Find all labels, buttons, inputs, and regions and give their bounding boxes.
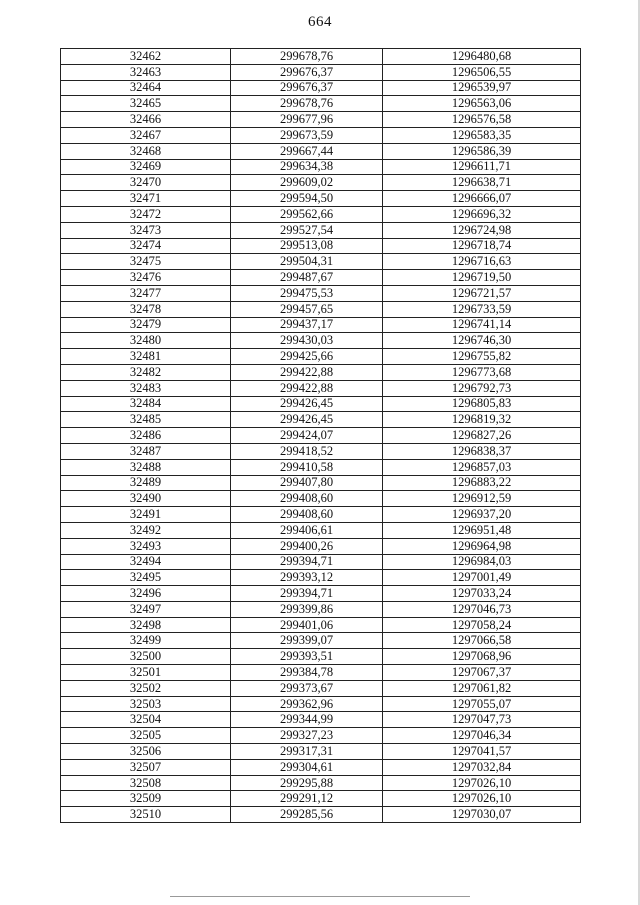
- x-coordinate-cell: 299634,38: [231, 159, 383, 175]
- point-number-cell: 32475: [61, 254, 231, 270]
- table-row: [61, 159, 581, 175]
- y-coordinate-cell: 1296576,58: [383, 112, 581, 128]
- point-number-cell: 32469: [61, 159, 231, 175]
- point-number-cell: 32485: [61, 412, 231, 428]
- table-row: [61, 143, 581, 159]
- table-row: [61, 507, 581, 523]
- x-coordinate-cell: 299422,88: [231, 380, 383, 396]
- table-row: [61, 617, 581, 633]
- point-number-cell: 32498: [61, 617, 231, 633]
- point-number-cell: 32502: [61, 680, 231, 696]
- coordinates-table-body: [61, 49, 581, 823]
- page-number: 664: [308, 14, 332, 30]
- y-coordinate-cell: 1296838,37: [383, 443, 581, 459]
- point-number-cell: 32465: [61, 96, 231, 112]
- y-coordinate-cell: 1296733,59: [383, 301, 581, 317]
- table-row: [61, 64, 581, 80]
- y-coordinate-cell: 1296719,50: [383, 270, 581, 286]
- y-coordinate-cell: 1296883,22: [383, 475, 581, 491]
- point-number-cell: 32490: [61, 491, 231, 507]
- point-number-cell: 32501: [61, 665, 231, 681]
- y-coordinate-cell: 1297067,37: [383, 665, 581, 681]
- table-row: [61, 633, 581, 649]
- x-coordinate-cell: 299393,51: [231, 649, 383, 665]
- x-coordinate-cell: 299677,96: [231, 112, 383, 128]
- point-number-cell: 32496: [61, 586, 231, 602]
- x-coordinate-cell: 299304,61: [231, 759, 383, 775]
- table-row: [61, 349, 581, 365]
- y-coordinate-cell: 1296741,14: [383, 317, 581, 333]
- point-number-cell: 32470: [61, 175, 231, 191]
- table-row: [61, 443, 581, 459]
- y-coordinate-cell: 1296951,48: [383, 522, 581, 538]
- x-coordinate-cell: 299399,86: [231, 601, 383, 617]
- y-coordinate-cell: 1297026,10: [383, 791, 581, 807]
- point-number-cell: 32506: [61, 744, 231, 760]
- point-number-cell: 32468: [61, 143, 231, 159]
- x-coordinate-cell: 299393,12: [231, 570, 383, 586]
- y-coordinate-cell: 1296583,35: [383, 127, 581, 143]
- x-coordinate-cell: 299408,60: [231, 491, 383, 507]
- y-coordinate-cell: 1296539,97: [383, 80, 581, 96]
- x-coordinate-cell: 299410,58: [231, 459, 383, 475]
- y-coordinate-cell: 1296755,82: [383, 349, 581, 365]
- x-coordinate-cell: 299513,08: [231, 238, 383, 254]
- point-number-cell: 32466: [61, 112, 231, 128]
- y-coordinate-cell: 1296805,83: [383, 396, 581, 412]
- table-row: [61, 49, 581, 65]
- x-coordinate-cell: 299678,76: [231, 96, 383, 112]
- point-number-cell: 32473: [61, 222, 231, 238]
- table-row: [61, 238, 581, 254]
- table-row: [61, 696, 581, 712]
- point-number-cell: 32488: [61, 459, 231, 475]
- table-row: [61, 96, 581, 112]
- x-coordinate-cell: 299527,54: [231, 222, 383, 238]
- point-number-cell: 32510: [61, 807, 231, 823]
- y-coordinate-cell: 1296696,32: [383, 206, 581, 222]
- point-number-cell: 32495: [61, 570, 231, 586]
- table-row: [61, 807, 581, 823]
- y-coordinate-cell: 1297046,34: [383, 728, 581, 744]
- point-number-cell: 32500: [61, 649, 231, 665]
- table-row: [61, 428, 581, 444]
- table-row: [61, 586, 581, 602]
- table-row: [61, 254, 581, 270]
- point-number-cell: 32508: [61, 775, 231, 791]
- table-row: [61, 112, 581, 128]
- y-coordinate-cell: 1296506,55: [383, 64, 581, 80]
- y-coordinate-cell: 1296937,20: [383, 507, 581, 523]
- point-number-cell: 32504: [61, 712, 231, 728]
- point-number-cell: 32479: [61, 317, 231, 333]
- table-row: [61, 80, 581, 96]
- point-number-cell: 32463: [61, 64, 231, 80]
- point-number-cell: 32462: [61, 49, 231, 65]
- table-row: [61, 380, 581, 396]
- point-number-cell: 32467: [61, 127, 231, 143]
- x-coordinate-cell: 299406,61: [231, 522, 383, 538]
- table-row: [61, 127, 581, 143]
- y-coordinate-cell: 1296586,39: [383, 143, 581, 159]
- point-number-cell: 32477: [61, 285, 231, 301]
- y-coordinate-cell: 1296480,68: [383, 49, 581, 65]
- y-coordinate-cell: 1296912,59: [383, 491, 581, 507]
- x-coordinate-cell: 299384,78: [231, 665, 383, 681]
- point-number-cell: 32464: [61, 80, 231, 96]
- point-number-cell: 32505: [61, 728, 231, 744]
- point-number-cell: 32503: [61, 696, 231, 712]
- x-coordinate-cell: 299295,88: [231, 775, 383, 791]
- point-number-cell: 32478: [61, 301, 231, 317]
- point-number-cell: 32489: [61, 475, 231, 491]
- x-coordinate-cell: 299327,23: [231, 728, 383, 744]
- table-row: [61, 554, 581, 570]
- y-coordinate-cell: 1296638,71: [383, 175, 581, 191]
- table-row: [61, 317, 581, 333]
- x-coordinate-cell: 299285,56: [231, 807, 383, 823]
- x-coordinate-cell: 299373,67: [231, 680, 383, 696]
- y-coordinate-cell: 1296746,30: [383, 333, 581, 349]
- table-row: [61, 791, 581, 807]
- point-number-cell: 32471: [61, 191, 231, 207]
- y-coordinate-cell: 1297066,58: [383, 633, 581, 649]
- y-coordinate-cell: 1296724,98: [383, 222, 581, 238]
- x-coordinate-cell: 299430,03: [231, 333, 383, 349]
- table-row: [61, 475, 581, 491]
- y-coordinate-cell: 1297061,82: [383, 680, 581, 696]
- y-coordinate-cell: 1297055,07: [383, 696, 581, 712]
- table-row: [61, 775, 581, 791]
- x-coordinate-cell: 299487,67: [231, 270, 383, 286]
- y-coordinate-cell: 1296718,74: [383, 238, 581, 254]
- table-row: [61, 396, 581, 412]
- point-number-cell: 32482: [61, 364, 231, 380]
- point-number-cell: 32480: [61, 333, 231, 349]
- y-coordinate-cell: 1296721,57: [383, 285, 581, 301]
- x-coordinate-cell: 299401,06: [231, 617, 383, 633]
- table-row: [61, 744, 581, 760]
- x-coordinate-cell: 299317,31: [231, 744, 383, 760]
- x-coordinate-cell: 299562,66: [231, 206, 383, 222]
- x-coordinate-cell: 299676,37: [231, 80, 383, 96]
- x-coordinate-cell: 299394,71: [231, 586, 383, 602]
- y-coordinate-cell: 1297026,10: [383, 775, 581, 791]
- table-row: [61, 728, 581, 744]
- table-row: [61, 301, 581, 317]
- y-coordinate-cell: 1296611,71: [383, 159, 581, 175]
- y-coordinate-cell: 1296666,07: [383, 191, 581, 207]
- point-number-cell: 32493: [61, 538, 231, 554]
- table-row: [61, 175, 581, 191]
- x-coordinate-cell: 299673,59: [231, 127, 383, 143]
- y-coordinate-cell: 1296716,63: [383, 254, 581, 270]
- y-coordinate-cell: 1297068,96: [383, 649, 581, 665]
- x-coordinate-cell: 299678,76: [231, 49, 383, 65]
- y-coordinate-cell: 1297058,24: [383, 617, 581, 633]
- point-number-cell: 32499: [61, 633, 231, 649]
- point-number-cell: 32484: [61, 396, 231, 412]
- coordinates-table: [60, 48, 581, 823]
- point-number-cell: 32494: [61, 554, 231, 570]
- x-coordinate-cell: 299400,26: [231, 538, 383, 554]
- x-coordinate-cell: 299407,80: [231, 475, 383, 491]
- x-coordinate-cell: 299399,07: [231, 633, 383, 649]
- x-coordinate-cell: 299422,88: [231, 364, 383, 380]
- table-row: [61, 665, 581, 681]
- y-coordinate-cell: 1297041,57: [383, 744, 581, 760]
- y-coordinate-cell: 1296827,26: [383, 428, 581, 444]
- x-coordinate-cell: 299362,96: [231, 696, 383, 712]
- point-number-cell: 32483: [61, 380, 231, 396]
- table-row: [61, 285, 581, 301]
- x-coordinate-cell: 299418,52: [231, 443, 383, 459]
- table-row: [61, 522, 581, 538]
- table-row: [61, 459, 581, 475]
- y-coordinate-cell: 1297001,49: [383, 570, 581, 586]
- x-coordinate-cell: 299344,99: [231, 712, 383, 728]
- point-number-cell: 32491: [61, 507, 231, 523]
- y-coordinate-cell: 1296819,32: [383, 412, 581, 428]
- y-coordinate-cell: 1296984,03: [383, 554, 581, 570]
- x-coordinate-cell: 299457,65: [231, 301, 383, 317]
- x-coordinate-cell: 299394,71: [231, 554, 383, 570]
- point-number-cell: 32474: [61, 238, 231, 254]
- table-row: [61, 491, 581, 507]
- point-number-cell: 32487: [61, 443, 231, 459]
- y-coordinate-cell: 1296773,68: [383, 364, 581, 380]
- table-row: [61, 680, 581, 696]
- point-number-cell: 32472: [61, 206, 231, 222]
- x-coordinate-cell: 299426,45: [231, 396, 383, 412]
- y-coordinate-cell: 1297032,84: [383, 759, 581, 775]
- table-row: [61, 191, 581, 207]
- point-number-cell: 32481: [61, 349, 231, 365]
- table-row: [61, 222, 581, 238]
- y-coordinate-cell: 1297047,73: [383, 712, 581, 728]
- y-coordinate-cell: 1296857,03: [383, 459, 581, 475]
- table-row: [61, 206, 581, 222]
- scan-line: [170, 896, 470, 897]
- table-row: [61, 601, 581, 617]
- point-number-cell: 32509: [61, 791, 231, 807]
- point-number-cell: 32476: [61, 270, 231, 286]
- x-coordinate-cell: 299424,07: [231, 428, 383, 444]
- point-number-cell: 32492: [61, 522, 231, 538]
- x-coordinate-cell: 299437,17: [231, 317, 383, 333]
- x-coordinate-cell: 299676,37: [231, 64, 383, 80]
- y-coordinate-cell: 1296964,98: [383, 538, 581, 554]
- table-row: [61, 364, 581, 380]
- x-coordinate-cell: 299609,02: [231, 175, 383, 191]
- x-coordinate-cell: 299475,53: [231, 285, 383, 301]
- y-coordinate-cell: 1297030,07: [383, 807, 581, 823]
- table-row: [61, 412, 581, 428]
- x-coordinate-cell: 299408,60: [231, 507, 383, 523]
- y-coordinate-cell: 1296792,73: [383, 380, 581, 396]
- point-number-cell: 32497: [61, 601, 231, 617]
- x-coordinate-cell: 299426,45: [231, 412, 383, 428]
- table-row: [61, 270, 581, 286]
- x-coordinate-cell: 299667,44: [231, 143, 383, 159]
- point-number-cell: 32486: [61, 428, 231, 444]
- table-row: [61, 712, 581, 728]
- table-row: [61, 759, 581, 775]
- table-row: [61, 538, 581, 554]
- x-coordinate-cell: 299425,66: [231, 349, 383, 365]
- table-row: [61, 649, 581, 665]
- x-coordinate-cell: 299594,50: [231, 191, 383, 207]
- x-coordinate-cell: 299291,12: [231, 791, 383, 807]
- table-row: [61, 570, 581, 586]
- table-row: [61, 333, 581, 349]
- y-coordinate-cell: 1296563,06: [383, 96, 581, 112]
- y-coordinate-cell: 1297033,24: [383, 586, 581, 602]
- x-coordinate-cell: 299504,31: [231, 254, 383, 270]
- point-number-cell: 32507: [61, 759, 231, 775]
- y-coordinate-cell: 1297046,73: [383, 601, 581, 617]
